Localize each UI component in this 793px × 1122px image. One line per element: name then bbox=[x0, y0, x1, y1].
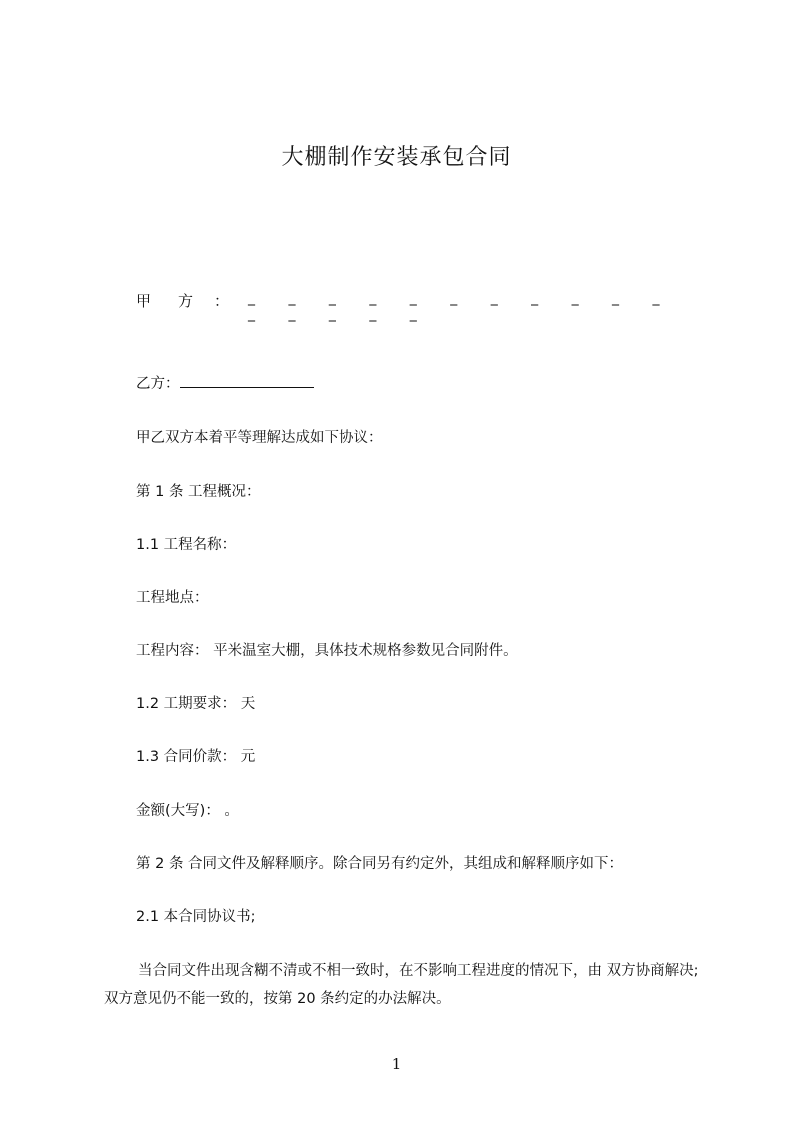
page-number: 1 bbox=[391, 1055, 402, 1073]
intro-line: 甲乙双方本着平等理解达成如下协议： bbox=[136, 430, 383, 446]
party-a-row bbox=[136, 290, 706, 322]
project-name-line: 1.1 工程名称： bbox=[136, 537, 237, 553]
party-b-row bbox=[136, 372, 314, 393]
document-title: 大棚制作安装承包合同 bbox=[281, 145, 512, 170]
party-a-label-1: 甲 bbox=[136, 292, 152, 310]
party-a-blank: _ _ _ _ _ _ _ _ _ _ _ _ _ _ _ _ bbox=[248, 290, 675, 322]
article-2-heading: 第 2 条 合同文件及解释顺序。除合同另有约定外，其组成和解释顺序如下： bbox=[136, 856, 624, 872]
project-site-line: 工程地点： bbox=[136, 590, 209, 606]
price-line: 1.3 合同价款： 元 bbox=[136, 749, 256, 765]
party-a-colon: ： bbox=[214, 292, 230, 310]
project-content-line: 工程内容： 平米温室大棚，具体技术规格参数见合同附件。 bbox=[136, 643, 518, 659]
amount-line: 金额(大写)： 。 bbox=[136, 803, 239, 819]
party-a-label-2: 方 bbox=[178, 292, 194, 310]
article-1-heading: 第 1 条 工程概况： bbox=[136, 484, 261, 500]
clause-2-1-line: 2.1 本合同协议书; bbox=[136, 909, 256, 925]
duration-line: 1.2 工期要求： 天 bbox=[136, 696, 256, 712]
party-b-label: 乙方： bbox=[136, 376, 180, 392]
interpretation-paragraph: 当合同文件出现含糊不清或不相一致时，在不影响工程进度的情况下，由 双方协商解决;双方意见仍不能一致的，按第 20 条约定的办法解决。 bbox=[104, 963, 699, 1007]
party-b-blank bbox=[180, 373, 314, 388]
